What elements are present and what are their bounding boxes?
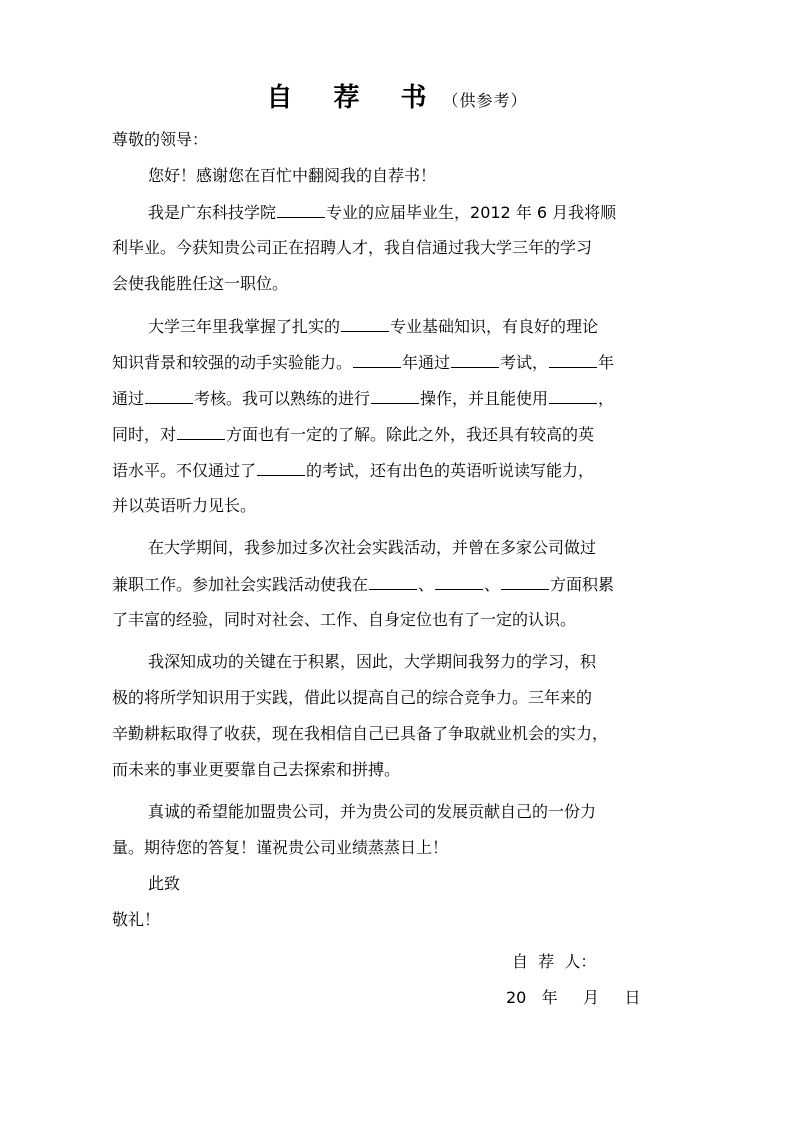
para3-text-c: 、 — [484, 575, 501, 594]
fill-blank-tool — [549, 386, 597, 404]
para2-text-n: 的考试，还有出色的英语听说读写能力， — [306, 461, 595, 480]
para1-line1 — [148, 200, 728, 225]
para2-line1 — [148, 314, 728, 339]
para2-text-j: ， — [598, 389, 615, 408]
signature-label-text: 自 荐 人： — [512, 952, 597, 971]
fill-blank-field — [177, 422, 225, 440]
para2-text-b: 专业基础知识，有良好的理论 — [390, 317, 599, 336]
fill-blank-aspect2 — [435, 572, 483, 590]
para4-line2: 极的将所学知识用于实践，借此以提高自己的综合竞争力。三年来的 — [112, 688, 593, 707]
para5-line2: 量。期待您的答复！谨祝贵公司业绩蒸蒸日上！ — [112, 838, 449, 857]
greeting: 您好！感谢您在百忙中翻阅我的自荐书！ — [148, 166, 437, 185]
fill-blank-operation — [371, 386, 419, 404]
fill-blank-year2 — [549, 350, 597, 368]
para2-text-i: 操作，并且能使用 — [420, 389, 549, 408]
para2-text-k: 同时，对 — [112, 425, 177, 444]
para4-line3: 辛勤耕耘取得了收获，现在我相信自己已具备了争取就业机会的实力， — [112, 724, 609, 743]
fill-blank-year1 — [353, 350, 401, 368]
title-sub: （供参考） — [442, 91, 528, 110]
para2-line4 — [112, 422, 692, 447]
para1-text-b: 专业的应届毕业生，2012 年 6 月我将顺 — [326, 203, 617, 222]
para4-line1: 我深知成功的关键在于积累，因此，大学期间我努力的学习，积 — [148, 652, 597, 671]
fill-blank-aspect3 — [501, 572, 549, 590]
para1-line2: 利毕业。今获知贵公司正在招聘人才，我自信通过我大学三年的学习 — [112, 238, 593, 257]
para2-text-l: 方面也有一定的了解。除此之外，我还具有较高的英 — [226, 425, 595, 444]
para3-text-d: 方面积累 — [550, 575, 615, 594]
para2-text-e: 考试， — [500, 353, 549, 372]
para2-text-g: 通过 — [112, 389, 145, 408]
para2-line6: 并以英语听力见长。 — [112, 496, 257, 515]
para2-line3 — [112, 386, 692, 411]
para2-line5 — [112, 458, 692, 483]
fill-blank-assessment — [145, 386, 193, 404]
salutation: 尊敬的领导： — [112, 130, 209, 149]
para3-line2 — [112, 572, 692, 597]
fill-blank-exam1 — [451, 350, 499, 368]
closing-jingli: 敬礼！ — [112, 910, 161, 929]
para2-line2 — [112, 350, 692, 375]
para1-text-a: 我是广东科技学院 — [148, 203, 277, 222]
signature-label — [512, 950, 596, 974]
para3-line1: 在大学期间，我参加过多次社会实践活动，并曾在多家公司做过 — [148, 538, 597, 557]
fill-blank-specialty — [341, 314, 389, 332]
para2-text-d: 年通过 — [402, 353, 451, 372]
closing-cizhi: 此致 — [148, 874, 181, 893]
para3-line3: 了丰富的经验，同时对社会、工作、自身定位也有了一定的认识。 — [112, 610, 577, 629]
para3-text-b: 、 — [418, 575, 435, 594]
para2-text-h: 考核。我可以熟练的进行 — [194, 389, 371, 408]
para2-text-m: 语水平。不仅通过了 — [112, 461, 257, 480]
para4-line4: 而未来的事业更要靠自己去探索和拼搏。 — [112, 760, 401, 779]
fill-blank-english-exam — [257, 458, 305, 476]
document-title — [0, 80, 794, 119]
para5-line1: 真诚的希望能加盟贵公司，并为贵公司的发展贡献自己的一份力 — [148, 802, 597, 821]
fill-blank-aspect1 — [369, 572, 417, 590]
para1-line3: 会使我能胜任这一职位。 — [112, 274, 289, 293]
para2-text-c: 知识背景和较强的动手实验能力。 — [112, 353, 353, 372]
para2-text-a: 大学三年里我掌握了扎实的 — [148, 317, 341, 336]
fill-blank-major — [277, 200, 325, 218]
signature-date — [506, 986, 640, 1010]
para3-text-a: 兼职工作。参加社会实践活动使我在 — [112, 575, 369, 594]
para2-text-f: 年 — [598, 353, 615, 372]
title-main: 自 荐 书 — [266, 83, 443, 113]
signature-date-text: 20 年 月 日 — [506, 988, 641, 1007]
